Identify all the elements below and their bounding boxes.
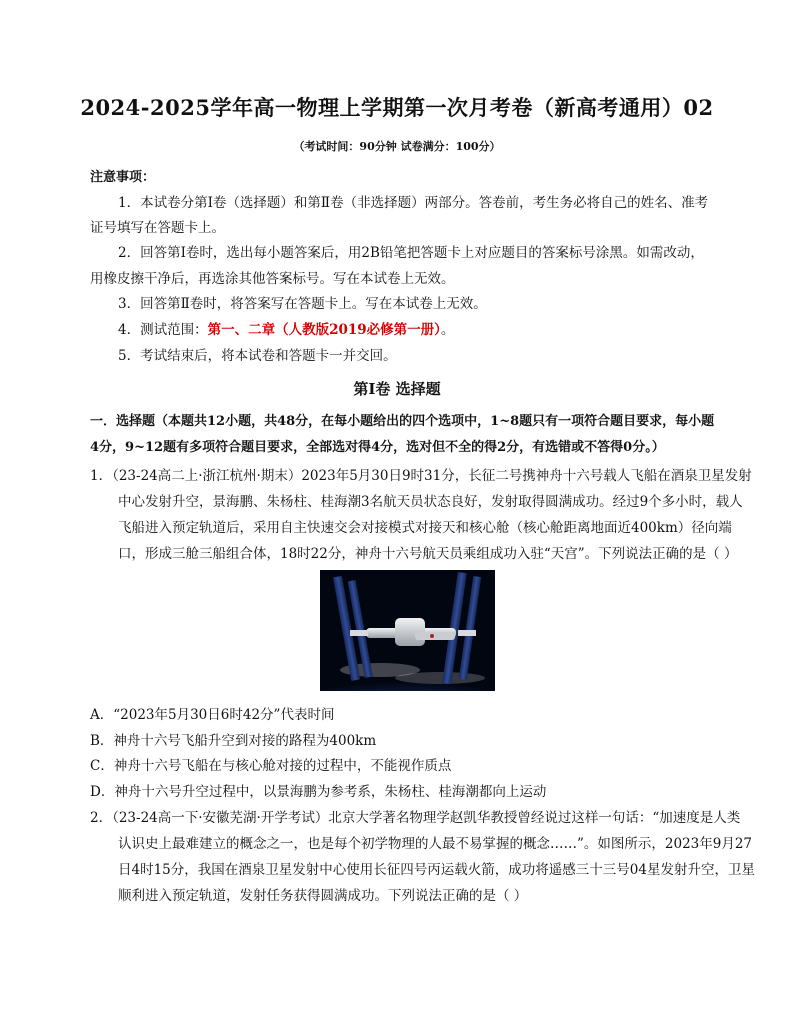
- question-1-option-a: A．“2023年5月30日6时42分”代表时间: [90, 707, 335, 723]
- notice-item-1-line-2: 证号填写在答题卡上。: [90, 220, 225, 236]
- page-title: 2024-2025学年高一物理上学期第一次月考卷（新高考通用）02: [80, 95, 714, 120]
- notice-item-4-suffix: 。: [440, 322, 455, 338]
- question-1-line-4: 口，形成三舱三船组合体，18时22分，神舟十六号航天员乘组成功入驻“天宫”。下列说法正确的是（ ）: [118, 546, 738, 562]
- question-1-option-c: C．神舟十六号飞船在与核心舱对接的过程中，不能视作质点: [90, 758, 452, 774]
- question-2-line-2: 认识史上最难建立的概念之一，也是每个初学物理的人最不易掌握的概念……”。如图所示，2023年9月27: [118, 836, 753, 852]
- space-station-photo: [320, 570, 495, 691]
- notice-item-3: 3．回答第Ⅱ卷时，将答案写在答题卡上。写在本试卷上无效。: [118, 296, 487, 312]
- question-1-line-2: 中心发射升空，景海鹏、朱杨柱、桂海潮3名航天员状态良好，发射取得圆满成功。经过9个多小时，载人: [118, 494, 743, 510]
- notice-item-4-prefix: 4．测试范围：: [118, 322, 208, 338]
- section-title: 第Ⅰ卷 选择题: [353, 380, 441, 398]
- notice-item-2-line-2: 用橡皮擦干净后，再选涂其他答案标号。写在本试卷上无效。: [90, 271, 455, 287]
- exam-time-info: （考试时间：90分钟 试卷满分：100分）: [293, 140, 501, 153]
- test-range: 第一、二章（人教版2019必修第一册）: [207, 322, 441, 338]
- question-2-line-1: 2．（23-24高一下·安徽芜湖·开学考试）北京大学著名物理学赵凯华教授曾经说过这样一句话：“加速度是人类: [90, 810, 741, 826]
- section-intro-line-1: 一．选择题（本题共12小题，共48分，在每小题给出的四个选项中，1~8题只有一项符合题目要求，每小题: [90, 414, 715, 429]
- section-intro-line-2: 4分，9~12题有多项符合题目要求，全部选对得4分，选对但不全的得2分，有选错或不答得0分。）: [90, 440, 665, 455]
- notice-item-2-line-1: 2．回答第Ⅰ卷时，选出每小题答案后，用2B铅笔把答题卡上对应题目的答案标号涂黑。如需改动，: [118, 245, 704, 261]
- question-1-line-3: 飞船进入预定轨道后，采用自主快速交会对接模式对接天和核心舱（核心舱距离地面近400km）径向端: [118, 520, 732, 536]
- question-1-line-1: 1．（23-24高二上·浙江杭州·期末）2023年5月30日9时31分，长征二号携神舟十六号载人飞船在酒泉卫星发射: [90, 468, 752, 484]
- notice-item-5: 5．考试结束后，将本试卷和答题卡一并交回。: [118, 348, 397, 364]
- question-2-line-4: 顺利进入预定轨道，发射任务获得圆满成功。下列说法正确的是（ ）: [118, 888, 528, 904]
- question-2-line-3: 日4时15分，我国在酒泉卫星发射中心使用长征四号丙运载火箭，成功将遥感三十三号04星发射升空，卫星: [118, 862, 755, 878]
- question-1-option-b: B．神舟十六号飞船升空到对接的路程为400km: [90, 733, 377, 749]
- notice-heading: 注意事项：: [90, 170, 156, 185]
- notice-item-1-line-1: 1．本试卷分第Ⅰ卷（选择题）和第Ⅱ卷（非选择题）两部分。答卷前，考生务必将自己的姓名、准考: [118, 195, 709, 211]
- notice-item-4: [118, 318, 454, 338]
- question-1-option-d: D．神舟十六号升空过程中，以景海鹏为参考系，朱杨柱、桂海潮都向上运动: [90, 784, 547, 800]
